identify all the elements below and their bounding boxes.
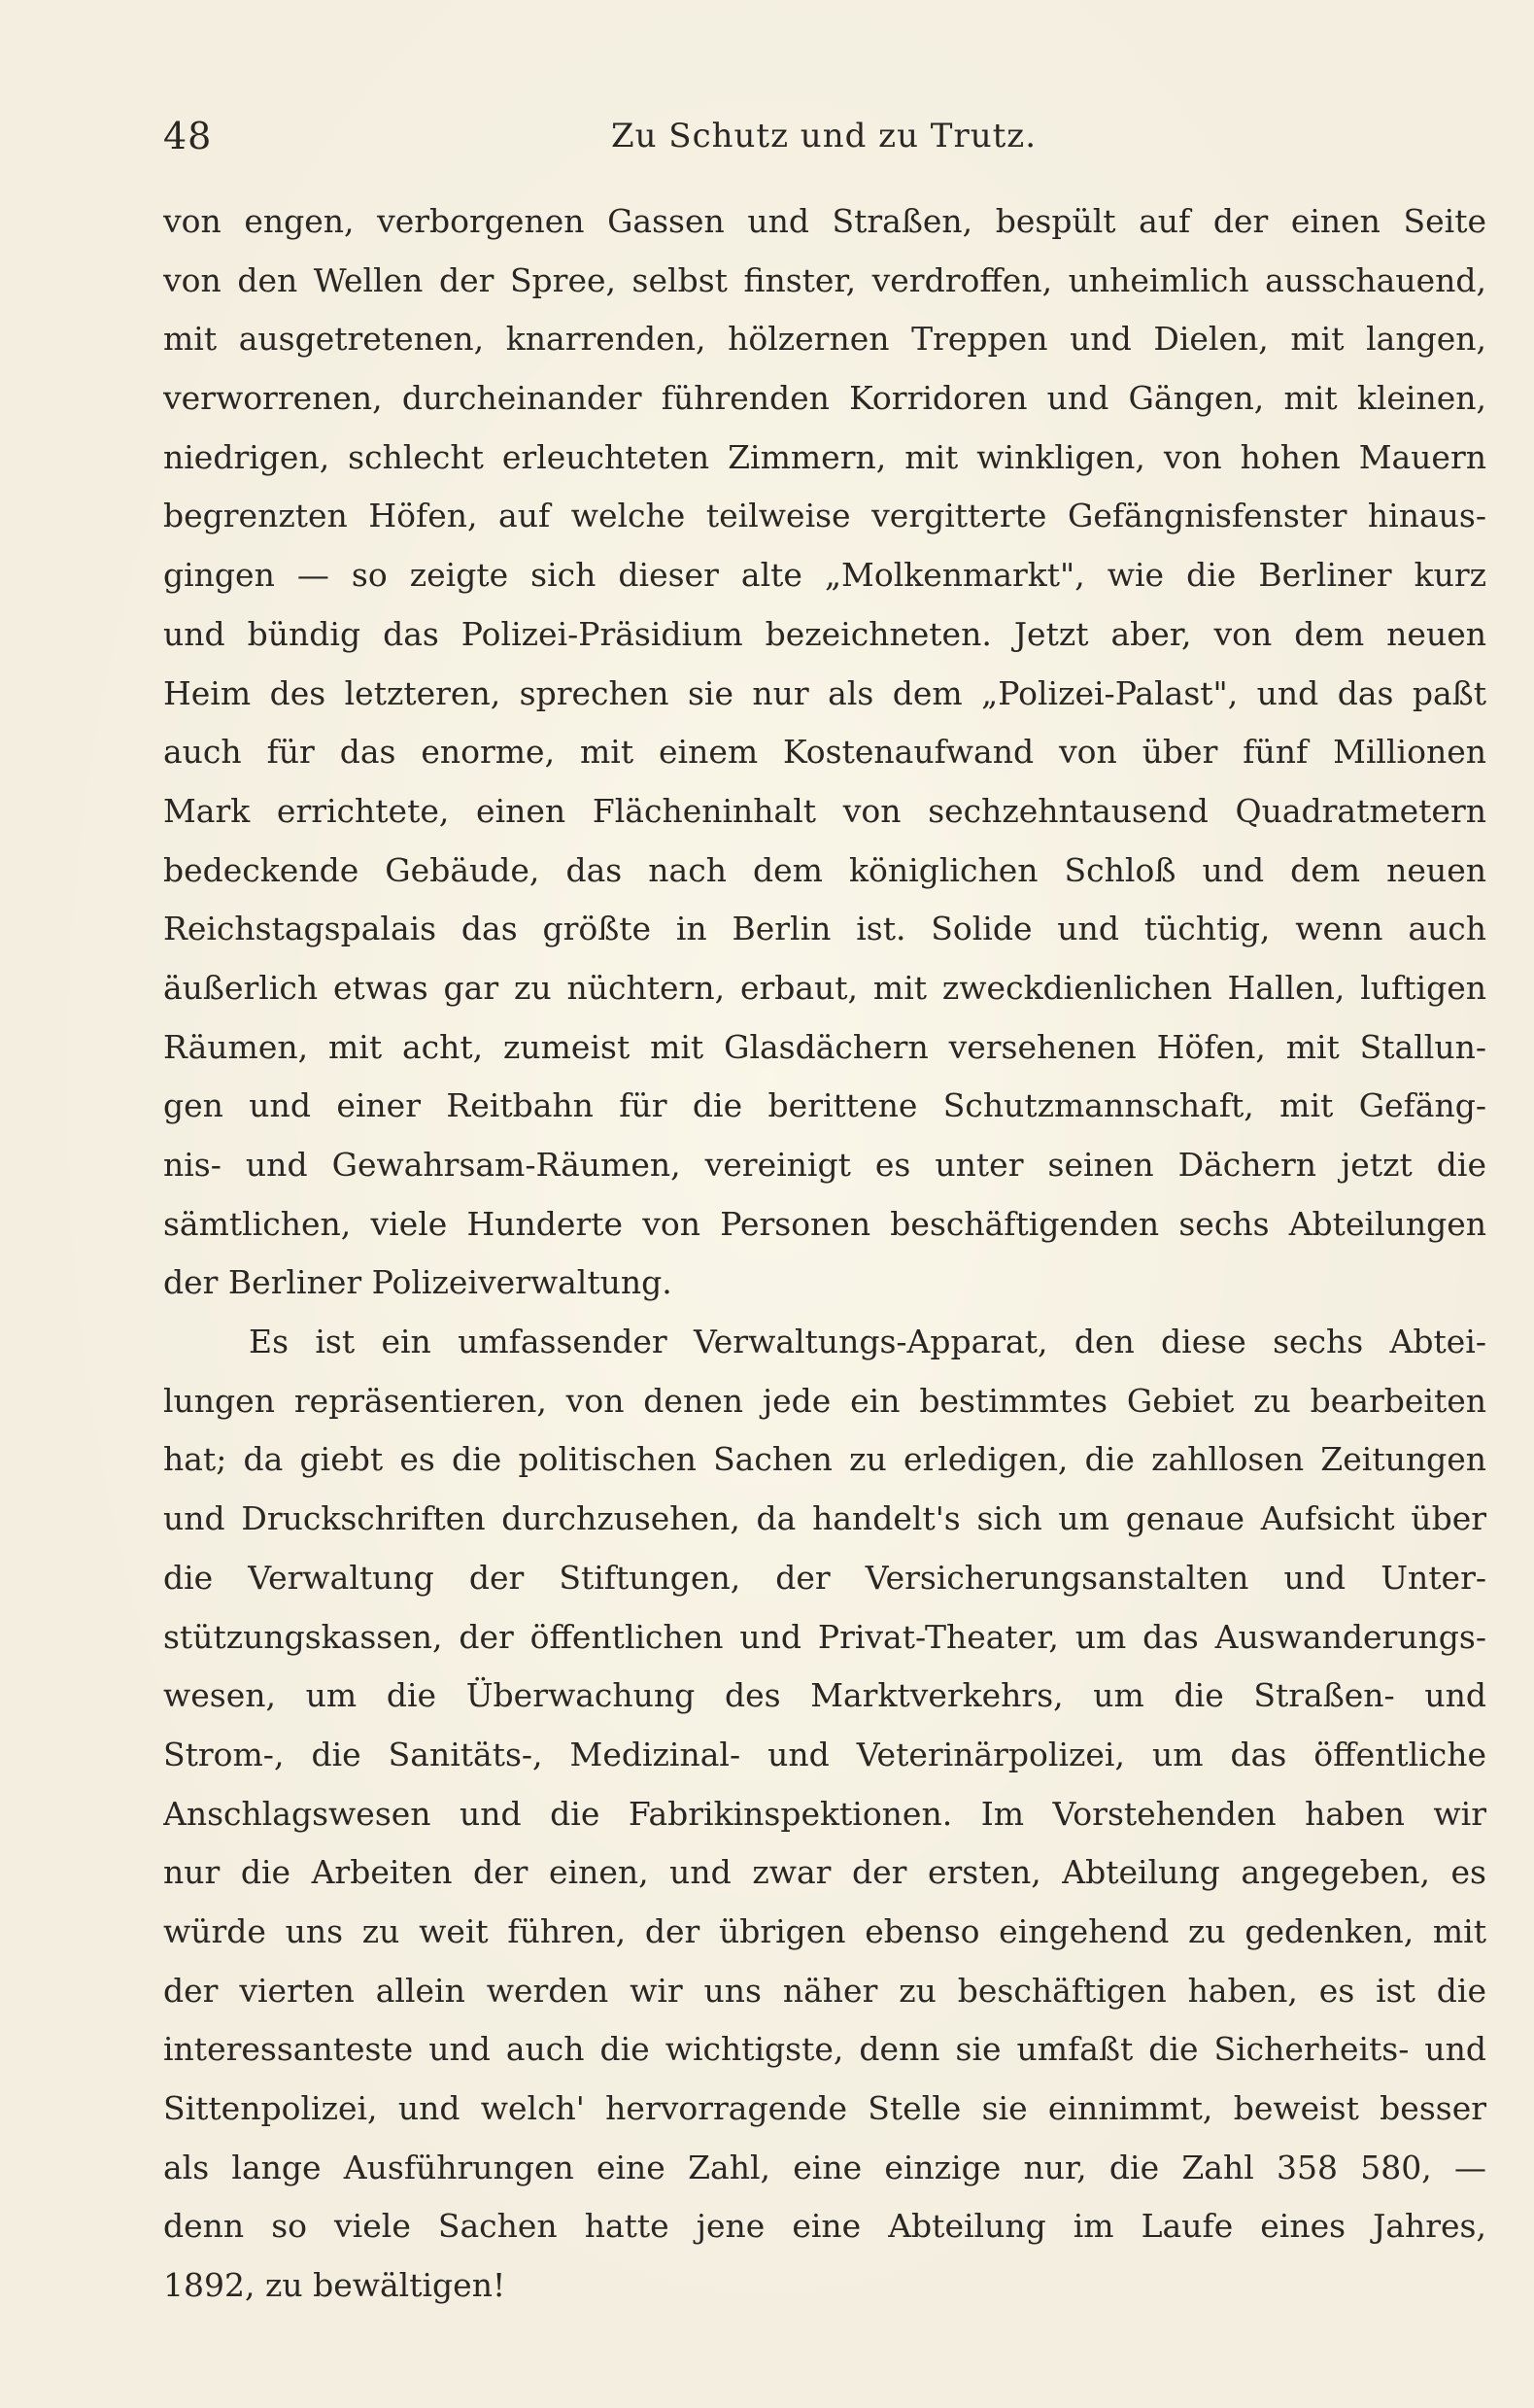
text-line: der vierten allein werden wir uns näher zu beschäftigen haben, es ist die bbox=[163, 1971, 1486, 2010]
text-line: von engen, verborgenen Gassen und Straßen, bespült auf der einen Seite bbox=[163, 202, 1486, 240]
text-line: gingen — so zeigte sich dieser alte „Molkenmarkt", wie die Berliner kurz bbox=[163, 556, 1486, 595]
text-line: und Druckschriften durchzusehen, da handelt's sich um genaue Aufsicht über bbox=[163, 1499, 1486, 1538]
body-text bbox=[163, 192, 1486, 2316]
text-line: von den Wellen der Spree, selbst finster, verdroffen, unheimlich ausschauend, bbox=[163, 260, 1486, 299]
text-line: lungen repräsentieren, von denen jede ein bestimmtes Gebiet zu bearbeiten bbox=[163, 1381, 1486, 1420]
text-line: nur die Arbeiten der einen, und zwar der ersten, Abteilung angegeben, es bbox=[163, 1853, 1486, 1892]
text-line: nis- und Gewahrsam-Räumen, vereinigt es unter seinen Dächern jetzt die bbox=[163, 1146, 1486, 1184]
text-line: äußerlich etwas gar zu nüchtern, erbaut, mit zweckdienlichen Hallen, luftigen bbox=[163, 968, 1486, 1007]
text-line: gen und einer Reitbahn für die berittene Schutzmannschaft, mit Gefäng- bbox=[163, 1086, 1486, 1125]
text-line: würde uns zu weit führen, der übrigen ebenso eingehend zu gedenken, mit bbox=[163, 1911, 1486, 1950]
text-line: die Verwaltung der Stiftungen, der Versicherungsanstalten und Unter- bbox=[163, 1558, 1486, 1597]
text-line: Heim des letzteren, sprechen sie nur als dem „Polizei-Palast", und das paßt bbox=[163, 673, 1486, 712]
text-line: 1892, zu bewältigen! bbox=[163, 2266, 506, 2305]
text-line: auch für das enorme, mit einem Kostenaufwand von über fünf Millionen bbox=[163, 733, 1486, 772]
text-line: Reichstagspalais das größte in Berlin ist. Solide und tüchtig, wenn auch bbox=[163, 910, 1486, 948]
text-line: bedeckende Gebäude, das nach dem königlichen Schloß und dem neuen bbox=[163, 850, 1486, 889]
text-line: denn so viele Sachen hatte jene eine Abteilung im Laufe eines Jahres, bbox=[163, 2207, 1486, 2246]
text-line: sämtlichen, viele Hunderte von Personen beschäftigenden sechs Abteilungen bbox=[163, 1204, 1486, 1243]
text-line: Sittenpolizei, und welch' hervorragende Stelle sie einnimmt, beweist besser bbox=[163, 2089, 1486, 2127]
running-head bbox=[163, 115, 1484, 173]
text-line: und bündig das Polizei-Präsidium bezeichneten. Jetzt aber, von dem neuen bbox=[163, 614, 1486, 653]
running-title: Zu Schutz und zu Trutz. bbox=[610, 117, 1038, 155]
text-line: Räumen, mit acht, zumeist mit Glasdächern versehenen Höfen, mit Stallun- bbox=[163, 1027, 1486, 1066]
text-line: der Berliner Polizeiverwaltung. bbox=[163, 1263, 672, 1302]
text-line: Anschlagswesen und die Fabrikinspektionen. Im Vorstehenden haben wir bbox=[163, 1794, 1486, 1833]
text-line: als lange Ausführungen eine Zahl, eine einzige nur, die Zahl 358 580, — bbox=[163, 2148, 1486, 2186]
text-line: hat; da giebt es die politischen Sachen zu erledigen, die zahllosen Zeitungen bbox=[163, 1440, 1486, 1479]
text-line: niedrigen, schlecht erleuchteten Zimmern, mit winkligen, von hohen Mauern bbox=[163, 437, 1486, 476]
text-line: wesen, um die Überwachung des Marktverkehrs, um die Straßen- und bbox=[163, 1676, 1486, 1715]
text-line: mit ausgetretenen, knarrenden, hölzernen Treppen und Dielen, mit langen, bbox=[163, 320, 1486, 359]
text-line: interessanteste und auch die wichtigste, denn sie umfaßt die Sicherheits- und bbox=[163, 2030, 1486, 2069]
page-number: 48 bbox=[163, 115, 213, 157]
text-line: verworrenen, durcheinander führenden Korridoren und Gängen, mit kleinen, bbox=[163, 379, 1486, 418]
text-line: Es ist ein umfassender Verwaltungs-Apparat, den diese sechs Abtei- bbox=[249, 1323, 1486, 1361]
text-line: Strom-, die Sanitäts-, Medizinal- und Veterinärpolizei, um das öffentliche bbox=[163, 1735, 1486, 1773]
text-line: begrenzten Höfen, auf welche teilweise vergitterte Gefängnisfenster hinaus- bbox=[163, 497, 1486, 535]
text-line: Mark errichtete, einen Flächeninhalt von sechzehntausend Quadratmetern bbox=[163, 791, 1486, 830]
text-line: stützungskassen, der öffentlichen und Privat-Theater, um das Auswanderungs- bbox=[163, 1617, 1486, 1656]
